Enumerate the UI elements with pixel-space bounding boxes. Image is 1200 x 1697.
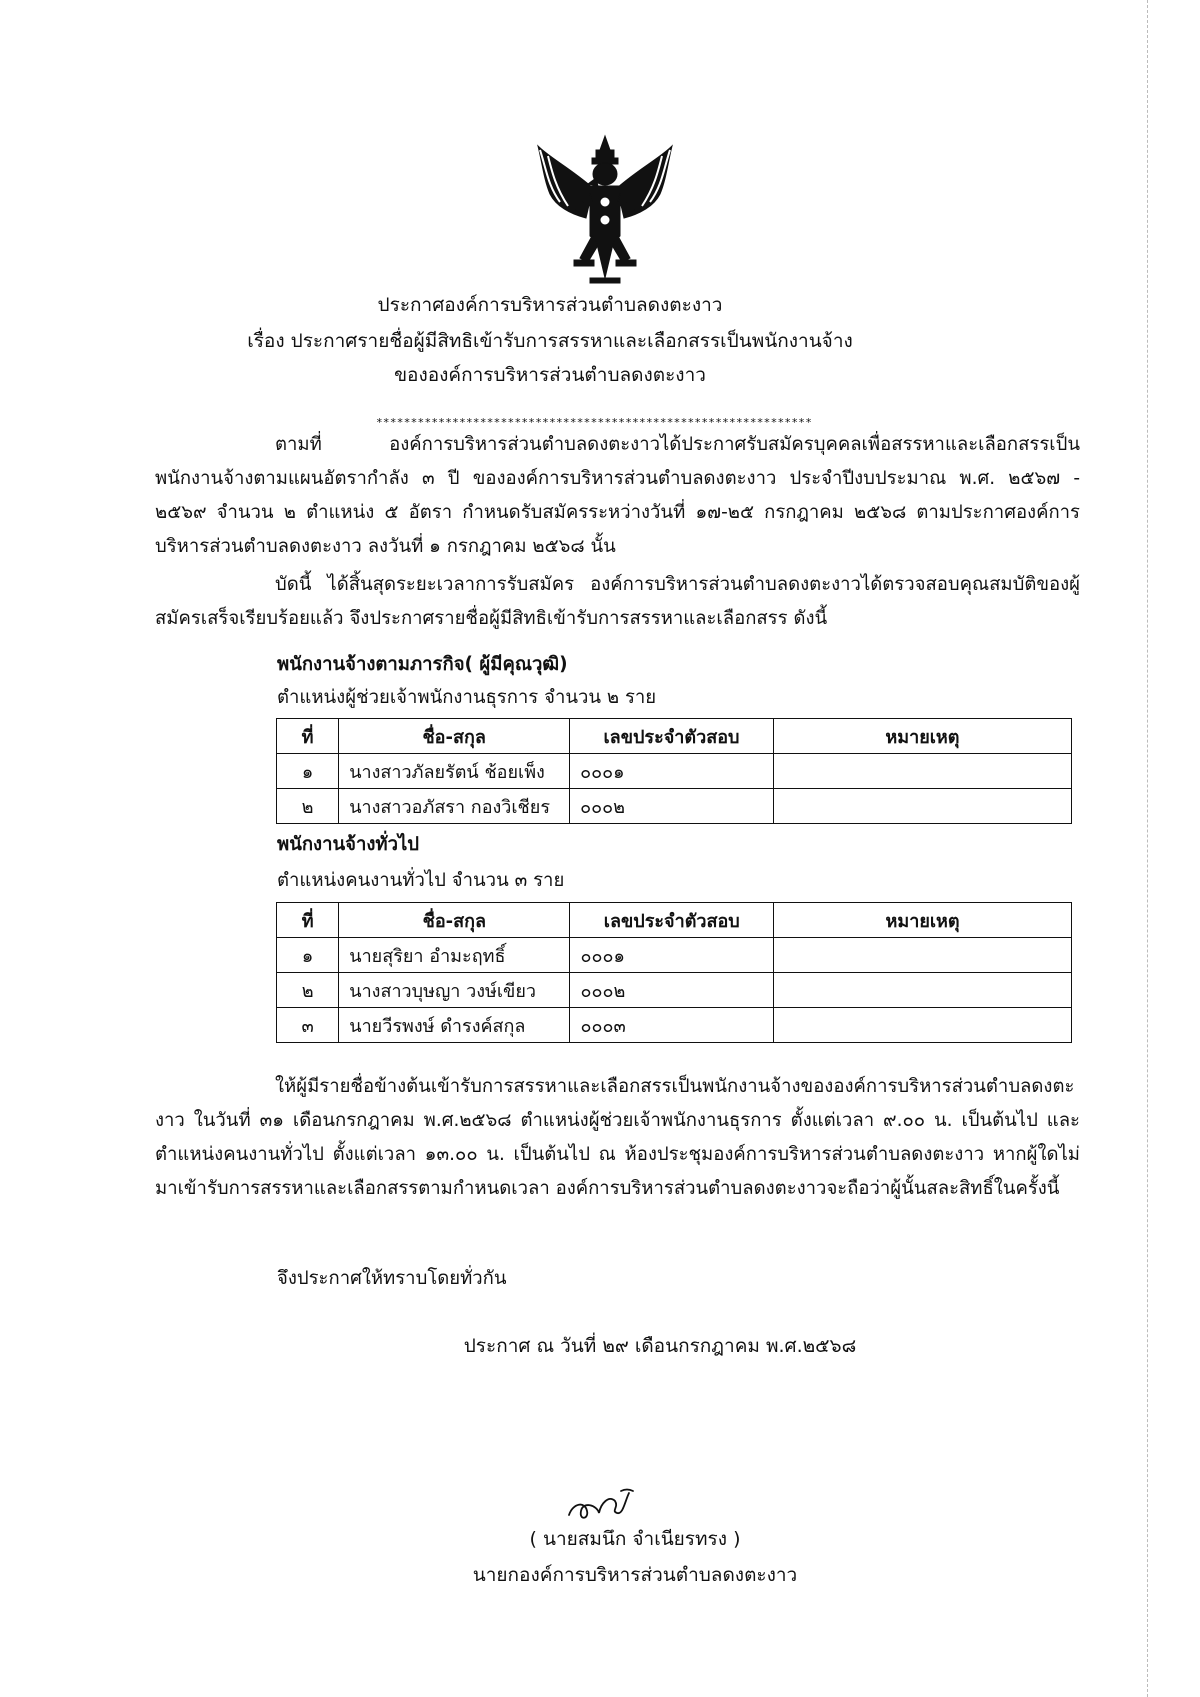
paragraph-instructions-text: ให้ผู้มีรายชื่อข้างต้นเข้ารับการสรรหาและเลือกสรรเป็นพนักงานจ้างขององค์การบริหารส่วนตำบลดงตะงาว ในวันที่ ๓๑ เดือนกรกฎาคม พ.ศ.๒๕๖๘ ตำแหน่งผู้ช่วยเจ้าพนักงานธุรการ ตั้งแต่เวลา ๙.๐๐ น. เป็นต้นไป และตำแหน่งคนงานทั่วไป ตั้งแต่เวลา ๑๓.๐๐ น. เป็นต้นไป ณ ห้องประชุมองค์การบริหารส่วนตำบลดงตะงาว หากผู้ใดไม่มาเข้ารับการสรรหาและเลือกสรรตามกำหนดเวลา องค์การบริหารส่วนตำบลดงตะงาวจะถือว่าผู้นั้นสละสิทธิ์ในครั้งนี้	[155, 1076, 1080, 1199]
group1-heading: พนักงานจ้างตามภารกิจ( ผู้มีคุณวุฒิ)	[277, 654, 568, 675]
announcement-subject: เรื่อง ประกาศรายชื่อผู้มีสิทธิเข้ารับการสรรหาและเลือกสรรเป็นพนักงานจ้าง	[247, 330, 853, 352]
paragraph-status	[155, 568, 1080, 636]
row-remark	[773, 789, 1071, 824]
row-no: ๓	[277, 1008, 339, 1043]
row-remark	[773, 754, 1071, 789]
garuda-emblem-icon	[530, 128, 680, 298]
row-remark	[774, 973, 1072, 1008]
group2-position: ตำแหน่งคนงานทั่วไป จำนวน ๓ ราย	[277, 870, 565, 891]
table-header-row	[277, 719, 1072, 754]
row-no: ๑	[277, 938, 339, 973]
row-name: นางสาวอภัสรา กองวิเชียร	[339, 789, 570, 824]
table-row	[277, 973, 1072, 1008]
row-remark	[774, 938, 1072, 973]
column-header-exam-id: เลขประจำตัวสอบ	[570, 719, 774, 754]
row-exam-id: ๐๐๐๑	[570, 754, 774, 789]
row-exam-id: ๐๐๐๓	[570, 1008, 774, 1043]
row-no: ๑	[277, 754, 339, 789]
announcement-subject-continued: ขององค์การบริหารส่วนตำบลดงตะงาว	[394, 364, 706, 386]
row-name: นายสุริยา อำมะฤทธิ์	[339, 938, 570, 973]
row-remark	[774, 1008, 1072, 1043]
group2-heading: พนักงานจ้างทั่วไป	[277, 834, 420, 855]
group1-position: ตำแหน่งผู้ช่วยเจ้าพนักงานธุรการ จำนวน ๒ ราย	[277, 687, 657, 708]
group1-candidate-table	[276, 718, 1072, 824]
page-edge-line	[1147, 0, 1148, 1697]
column-header-no: ที่	[277, 719, 339, 754]
group2-candidate-table	[276, 902, 1072, 1043]
signer-name: ( นายสมนึก จำเนียรทรง )	[529, 1528, 741, 1550]
signer-title: นายกองค์การบริหารส่วนตำบลดงตะงาว	[472, 1564, 798, 1586]
table-row	[277, 754, 1072, 789]
announcement-date: ประกาศ ณ วันที่ ๒๙ เดือนกรกฎาคม พ.ศ.๒๕๖๘	[463, 1335, 857, 1357]
paragraph-background	[155, 428, 1080, 564]
column-header-exam-id: เลขประจำตัวสอบ	[570, 903, 774, 938]
announcement-title: ประกาศองค์การบริหารส่วนตำบลดงตะงาว	[377, 294, 723, 316]
column-header-no: ที่	[277, 903, 339, 938]
table-row	[277, 789, 1072, 824]
paragraph-status-text: บัดนี้ ได้สิ้นสุดระยะเวลาการรับสมัคร องค์การบริหารส่วนตำบลดงตะงาวได้ตรวจสอบคุณสมบัติของผู้สมัครเสร็จเรียบร้อยแล้ว จึงประกาศรายชื่อผู้มีสิทธิเข้ารับการสรรหาและเลือกสรร ดังนี้	[155, 574, 1080, 629]
column-header-name: ชื่อ-สกุล	[339, 719, 570, 754]
column-header-remark: หมายเหตุ	[773, 719, 1071, 754]
column-header-name: ชื่อ-สกุล	[339, 903, 570, 938]
separator-stars: ***************************************************************	[376, 416, 813, 429]
row-name: นายวีรพงษ์ ดำรงค์สกุล	[339, 1008, 570, 1043]
table-row	[277, 938, 1072, 973]
row-exam-id: ๐๐๐๒	[570, 789, 774, 824]
paragraph-background-text: ตามที่ องค์การบริหารส่วนตำบลดงตะงาวได้ประกาศรับสมัครบุคคลเพื่อสรรหาและเลือกสรรเป็นพนักงานจ้างตามแผนอัตรากำลัง ๓ ปี ขององค์การบริหารส่วนตำบลดงตะงาว ประจำปีงบประมาณ พ.ศ. ๒๕๖๗ - ๒๕๖๙ จำนวน ๒ ตำแหน่ง ๕ อัตรา กำหนดรับสมัครระหว่างวันที่ ๑๗-๒๕ กรกฎาคม ๒๕๖๘ ตามประกาศองค์การบริหารส่วนตำบลดงตะงาว ลงวันที่ ๑ กรกฎาคม ๒๕๖๘ นั้น	[155, 434, 1080, 557]
paragraph-instructions	[155, 1070, 1080, 1206]
row-no: ๒	[277, 973, 339, 1008]
row-exam-id: ๐๐๐๒	[570, 973, 774, 1008]
row-no: ๒	[277, 789, 339, 824]
table-header-row	[277, 903, 1072, 938]
row-exam-id: ๐๐๐๑	[570, 938, 774, 973]
column-header-remark: หมายเหตุ	[774, 903, 1072, 938]
closing-statement: จึงประกาศให้ทราบโดยทั่วกัน	[277, 1268, 507, 1289]
handwritten-signature	[563, 1481, 643, 1525]
row-name: นางสาวภัลยรัตน์ ช้อยเพ็ง	[339, 754, 570, 789]
row-name: นางสาวบุษญา วงษ์เขียว	[339, 973, 570, 1008]
table-row	[277, 1008, 1072, 1043]
